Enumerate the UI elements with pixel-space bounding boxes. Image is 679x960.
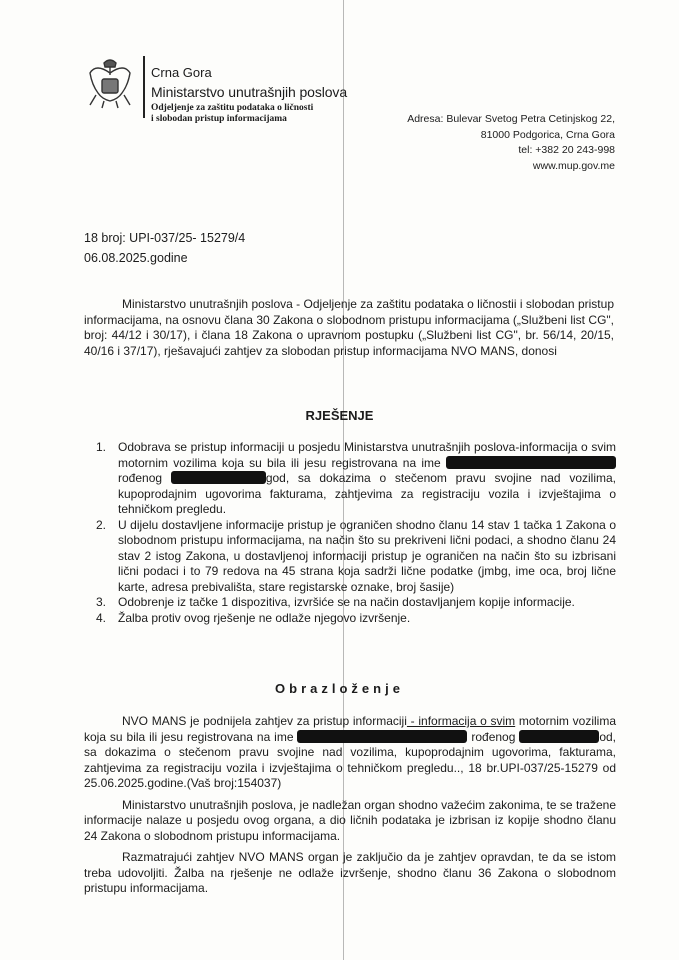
redacted-name xyxy=(297,730,467,743)
montenegro-coat-of-arms-icon xyxy=(86,55,134,111)
redacted-birth-year xyxy=(519,730,599,743)
address-block xyxy=(407,112,615,174)
address-phone: tel: +382 20 243-998 xyxy=(518,144,615,156)
decision-list xyxy=(96,440,616,626)
item-text: U dijelu dostavljene informacije pristup je ograničen shodno članu 14 stav 1 tačka 1 Zakona o slobodnom pristupu informacijama, na način što su prekriveni lični podaci, a shodno članu 24 stav 2 istog Zakona, u dostavljenoj informaciji pristup je ograničen na način što su izbrisani lični podaci i to 79 redova na 45 strana koja sadrži lične podatke (jmbg, ime oca, broj lične karte, adresa prebivališta, stare registarske oznake, broj šasije) xyxy=(118,517,616,594)
item-number: 4. xyxy=(96,610,107,625)
explanation-body xyxy=(84,714,616,903)
explanation-paragraph-2: Ministarstvo unutrašnjih poslova, je nadležan organ shodno važećim zakonima, te se tražene informacije nalaze u posjedu ovog organa, a dio ličnih podataka je izbrisan iz kopije shodno članu 24 Zakona o slobodnom pristupu informacijama. xyxy=(84,797,616,843)
text-part: rođenog xyxy=(471,729,516,744)
item-number: 1. xyxy=(96,440,107,454)
address-website: www.mup.gov.me xyxy=(532,159,615,172)
address-street: Adresa: Bulevar Svetog Petra Cetinjskog 22, xyxy=(407,113,615,125)
decision-title: RJEŠENJE xyxy=(305,408,374,423)
explanation-paragraph-3: Razmatrajući zahtjev NVO MANS organ je zaključio da je zahtjev opravdan, te da se istom treba udovoljiti. Žalba na rješenje ne odlaže izvršenje, shodno članu 36 Zakona o slobodnom pristupu informacijama. xyxy=(84,850,616,895)
item-number: 3. xyxy=(96,595,107,609)
decision-item xyxy=(96,440,616,518)
explanation-title: Obrazloženje xyxy=(275,681,404,696)
redacted-name xyxy=(446,456,616,469)
text-part: od, sa dokazima o stečenom pravu svojine nad vozilima, kupoprodajnim ugovorima, fakturama, zahtjevima za registraciju vozila i izvještajima o tehničkom pregledu.., 18 br.UPI-037/25-15279 od 25.06.2025.godine.(Vaš broj:154037) xyxy=(84,729,616,790)
item-text: Odobrenje iz tačke 1 dispozitiva, izvršiće se na način dostavljanjem kopije informacije. xyxy=(118,595,575,609)
decision-item xyxy=(96,518,616,596)
department-name xyxy=(151,103,313,125)
reference-date: 06.08.2025.godine xyxy=(84,251,188,265)
item-text-part: god, sa dokazima o stečenom pravu svojine nad vozilima, kupoprodajnim ugovorima fakturama, zahtjevima za registraciju vozila i izvještajima o tehničkom pregledu. xyxy=(118,471,616,516)
item-number: 2. xyxy=(96,517,107,532)
department-line-1: Odjeljenje za zaštitu podataka o ličnosti xyxy=(151,103,314,113)
intro-paragraph: Ministarstvo unutrašnjih poslova - Odjeljenje za zaštitu podataka o ličnostii i slobodan pristup informacijama, na osnovu člana 30 Zakona o slobodnom pristupu informacijama („Službeni list CG", broj: 44/12 i 30/17), i člana 18 Zakona o upravnom postupku („Službeni list CG", br. 56/14, 20/15, 40/16 i 37/17), rješavajući zahtjev za slobodan pristup informacijama NVO MANS, donosi xyxy=(84,297,614,358)
explanation-paragraph-1 xyxy=(84,714,616,792)
text-part: NVO MANS je podnijela zahtjev za pristup informaciji xyxy=(122,714,407,728)
item-text: Žalba protiv ovog rješenje ne odlaže njegovo izvršenje. xyxy=(118,610,411,625)
ministry-name: Ministarstvo unutrašnjih poslova xyxy=(151,84,348,100)
text-part: motornim vozilima koja su bila ili jesu registrovana na ime xyxy=(84,714,617,744)
redacted-birth-year xyxy=(171,471,266,484)
item-text-part: rođenog xyxy=(118,471,163,485)
country-name: Crna Gora xyxy=(151,65,212,80)
item-text xyxy=(118,440,616,518)
decision-item xyxy=(96,611,616,627)
department-line-2: i slobodan pristup informacijama xyxy=(151,114,287,124)
item-text-part: Odobrava se pristup informaciji u posjedu Ministarstva unutrašnjih poslova-informacija o svim motornim vozilima koja su bila ili jesu registrovana na ime xyxy=(118,440,616,470)
reference-block xyxy=(84,228,245,268)
address-city: 81000 Podgorica, Crna Gora xyxy=(480,128,615,141)
header-divider xyxy=(143,56,145,118)
reference-number: 18 broj: UPI-037/25- 15279/4 xyxy=(84,231,246,245)
underlined-text: - informacija o svim xyxy=(406,714,516,728)
decision-item xyxy=(96,595,616,611)
